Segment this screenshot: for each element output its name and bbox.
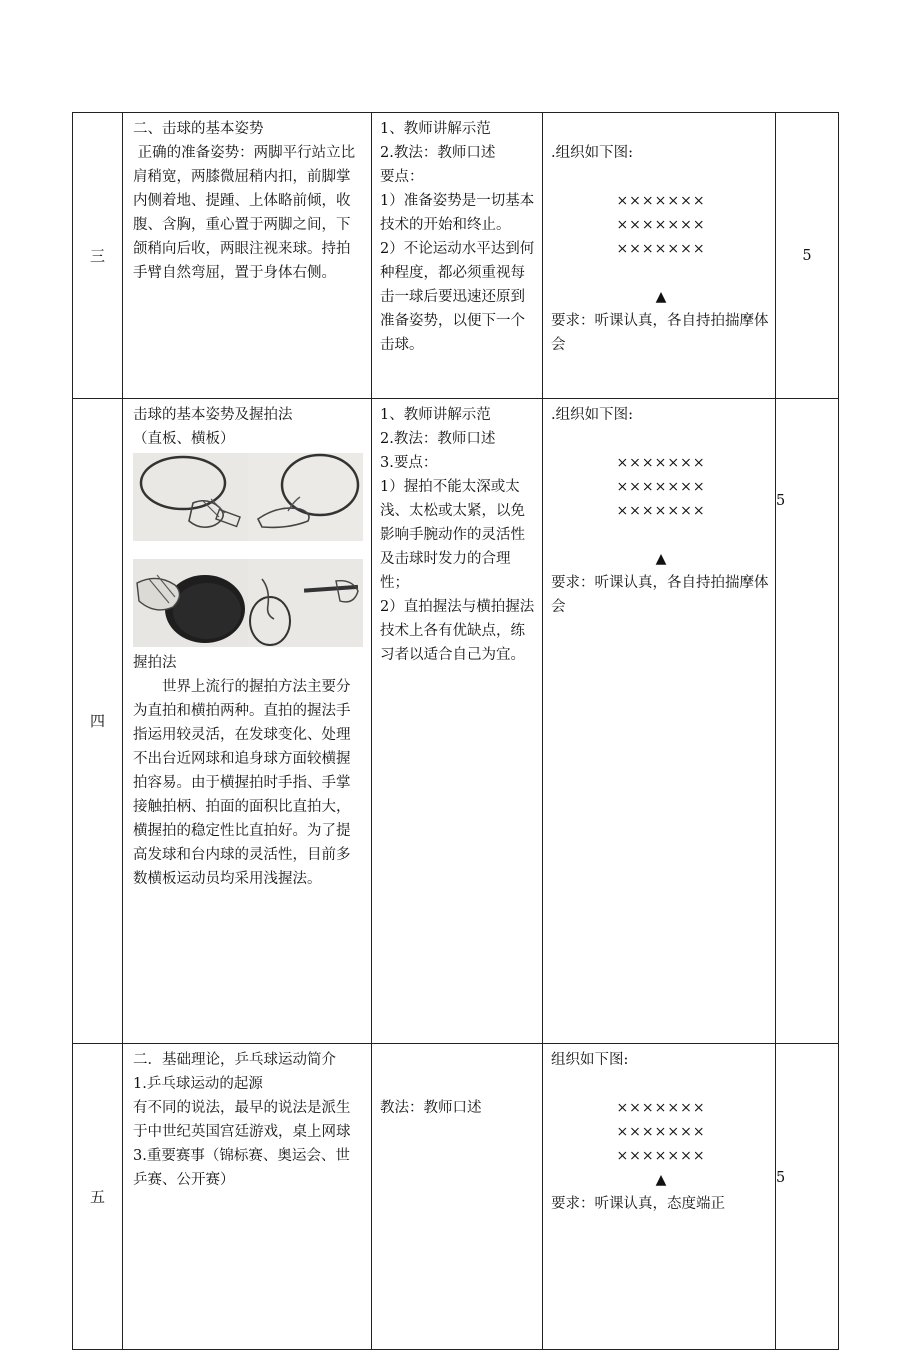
penhold-grip-image <box>133 453 248 541</box>
formation-row: ××××××× <box>616 1100 706 1116</box>
grip-photos-top <box>133 453 363 541</box>
teacher-marker: ▲ <box>655 1172 667 1188</box>
method-cell <box>372 1044 543 1350</box>
shakehand-grip-side-image <box>248 559 363 647</box>
requirement-text: 要求：听课认真，各自持拍揣摩体会 <box>551 575 769 615</box>
method-line: 教法：教师口述 <box>380 1100 482 1116</box>
method-line: 2）不论运动水平达到何种程度，都必须重视每击一球后要迅速还原到准备姿势，以便下一个击球。 <box>380 241 535 353</box>
formation-row: ××××××× <box>616 455 706 471</box>
content-text: 1.乒乓球运动的起源 <box>133 1076 263 1092</box>
requirement-text: 要求：听课认真，各自持拍揣摩体会 <box>551 313 769 353</box>
content-text: 正确的准备姿势：两脚平行站立比肩稍宽，两膝微屈稍内扣，前脚掌内侧着地、提踵、上体略前倾，收腹、含胸，重心置于两脚之间，下颌稍向后收，两眼注视来球。持拍手臂自然弯屈，置于身体右侧。 <box>133 145 356 281</box>
method-cell <box>372 113 543 399</box>
shakehand-grip-image <box>133 559 248 647</box>
content-heading: 击球的基本姿势及握拍法 <box>133 407 293 423</box>
formation-row: ××××××× <box>616 479 706 495</box>
organization-intro: .组织如下图: <box>551 407 633 423</box>
formation-row: ××××××× <box>616 1124 706 1140</box>
formation-row: ××××××× <box>616 1148 706 1164</box>
method-line: 1）握拍不能太深或太浅、太松或太紧，以免影响手腕动作的灵活性及击球时发力的合理性； <box>380 479 525 591</box>
organization-cell <box>543 1044 776 1350</box>
organization-cell <box>543 399 776 1044</box>
section-number: 五 <box>73 1044 123 1350</box>
method-line: 2.教法：教师口述 <box>380 431 496 447</box>
formation-row: ××××××× <box>616 503 706 519</box>
formation-row: ××××××× <box>616 241 706 257</box>
penhold-grip-back-image <box>248 453 363 541</box>
grip-photos-bottom <box>133 559 363 647</box>
formation-row: ××××××× <box>616 193 706 209</box>
section-number: 三 <box>73 113 123 399</box>
content-caption: 握拍法 <box>133 655 177 671</box>
requirement-text: 要求：听课认真，态度端正 <box>551 1196 725 1212</box>
content-text: 有不同的说法，最早的说法是派生于中世纪英国宫廷游戏，桌上网球 <box>133 1100 351 1140</box>
content-heading: 二．基础理论，乒乓球运动简介 <box>133 1052 336 1068</box>
method-cell <box>372 399 543 1044</box>
table-row <box>73 113 839 399</box>
section-number: 四 <box>73 399 123 1044</box>
content-text: 世界上流行的握拍方法主要分为直拍和横拍两种。直拍的握法手指运用较灵活，在发球变化、处理不出台近网球和追身球方面较横握拍容易。由于横握拍时手指、手掌接触拍柄、拍面的面积比直拍大，横握拍的稳定性比直拍好。为了提高发球和台内球的灵活性，目前多数横板运动员均采用浅握法。 <box>133 679 351 887</box>
teacher-marker: ▲ <box>655 289 667 305</box>
minutes: 5 <box>776 1044 839 1350</box>
content-heading: 二、击球的基本姿势 <box>133 121 264 137</box>
method-line: 2）直拍握法与横拍握法技术上各有优缺点，练习者以适合自己为宜。 <box>380 599 535 663</box>
content-cell <box>123 399 372 1044</box>
method-line: 1、教师讲解示范 <box>380 407 491 423</box>
content-cell <box>123 113 372 399</box>
method-line: 1）准备姿势是一切基本技术的开始和终止。 <box>380 193 535 233</box>
teacher-marker: ▲ <box>655 551 667 567</box>
method-line: 2.教法：教师口述 <box>380 145 496 161</box>
table-row <box>73 1044 839 1350</box>
method-line: 1、教师讲解示范 <box>380 121 491 137</box>
minutes: 5 <box>776 113 839 399</box>
organization-intro: .组织如下图: <box>551 145 633 161</box>
content-subheading: （直板、横板） <box>133 431 235 447</box>
minutes: 5 <box>776 399 839 1044</box>
table-row <box>73 399 839 1044</box>
lesson-table <box>72 112 839 1350</box>
formation-row: ××××××× <box>616 217 706 233</box>
content-text: 3.重要赛事（锦标赛、奥运会、世乒赛、公开赛） <box>133 1148 350 1188</box>
method-line: 3.要点： <box>380 455 438 471</box>
organization-intro: 组织如下图: <box>551 1052 629 1068</box>
content-cell <box>123 1044 372 1350</box>
method-line: 要点： <box>380 169 424 185</box>
organization-cell <box>543 113 776 399</box>
